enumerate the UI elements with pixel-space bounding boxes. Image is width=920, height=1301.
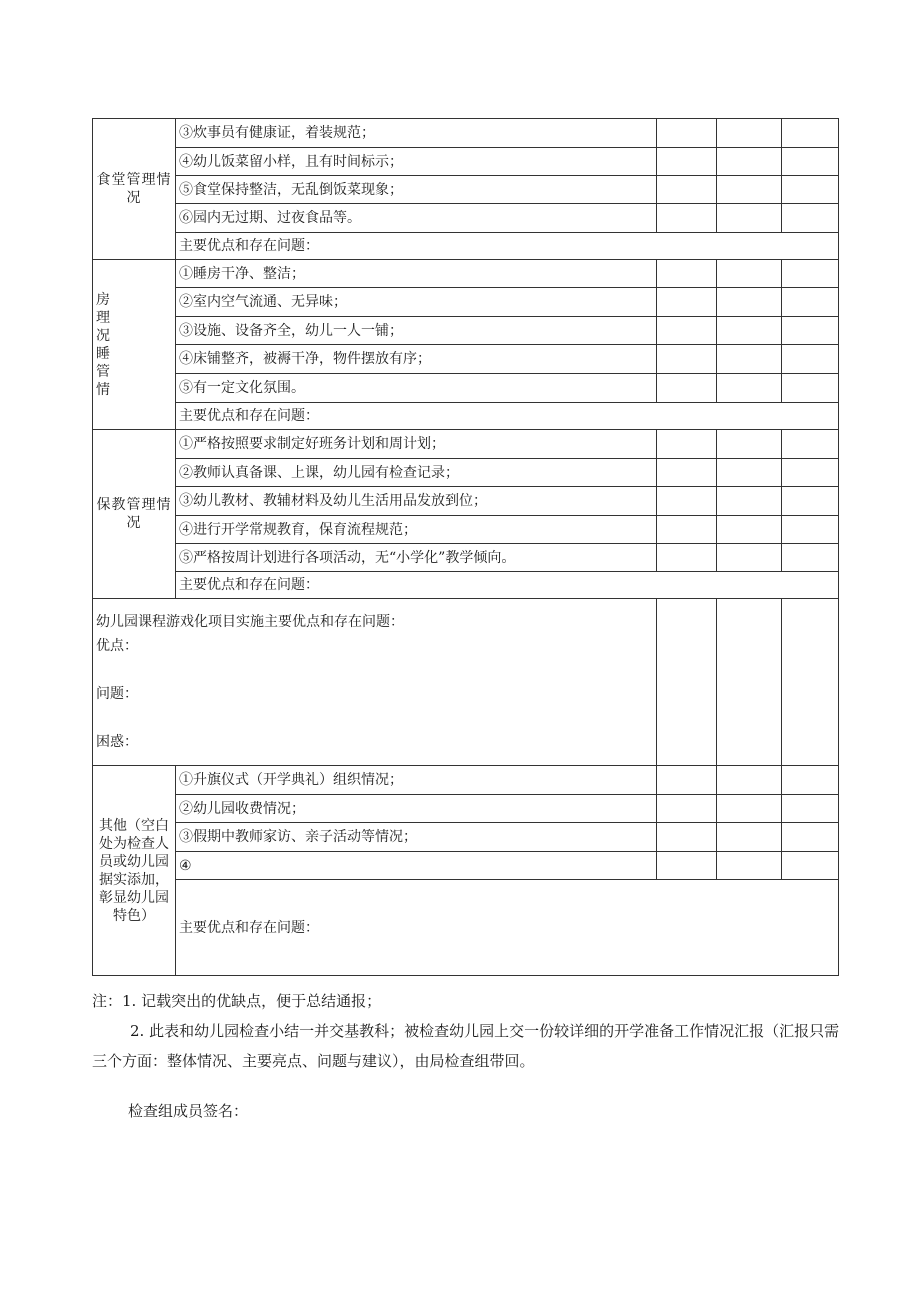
score-cell[interactable] xyxy=(782,823,839,852)
table-row xyxy=(93,403,839,430)
table-row xyxy=(93,317,839,345)
score-cell[interactable] xyxy=(782,176,839,204)
score-cell[interactable] xyxy=(657,599,717,766)
score-cell[interactable] xyxy=(782,795,839,823)
score-cell[interactable] xyxy=(782,430,839,459)
score-cell[interactable] xyxy=(782,148,839,176)
dorm-title-char: 房 xyxy=(96,291,110,308)
score-cell[interactable] xyxy=(717,766,782,795)
spacer xyxy=(96,658,653,682)
score-cell[interactable] xyxy=(717,599,782,766)
note-1: 注：1. 记载突出的优缺点，便于总结通报； xyxy=(92,992,382,1010)
notes-section xyxy=(92,986,852,1076)
education-item-5: ⑤严格按周计划进行各项活动，无“小学化”教学倾向。 xyxy=(176,544,657,572)
note-2-text: 2. 此表和幼儿园检查小结一并交基教科；被检查幼儿园上交一份较详细的开学准备工作情况汇报（汇报只需三个方面：整体情况、主要亮点、问题与建议），由局检查组带回。 xyxy=(92,1022,840,1070)
curriculum-confusion: 困惑： xyxy=(96,734,138,750)
spacer xyxy=(96,706,653,730)
score-cell[interactable] xyxy=(657,148,717,176)
dorm-item-1: ①睡房干净、整洁； xyxy=(176,260,657,288)
score-cell[interactable] xyxy=(657,544,717,572)
table-row xyxy=(93,823,839,852)
score-cell[interactable] xyxy=(717,204,782,233)
other-category: 其他（空白处为检查人员或幼儿园据实添加，彰显幼儿园特色） xyxy=(93,766,176,976)
table-row xyxy=(93,880,839,976)
score-cell[interactable] xyxy=(657,516,717,544)
score-cell[interactable] xyxy=(717,823,782,852)
score-cell[interactable] xyxy=(717,148,782,176)
dorm-title-char: 情 xyxy=(96,381,110,398)
score-cell[interactable] xyxy=(657,487,717,516)
score-cell[interactable] xyxy=(782,119,839,148)
other-item-4[interactable]: ④ xyxy=(176,852,657,880)
table-row xyxy=(93,260,839,288)
table-row xyxy=(93,852,839,880)
table-row xyxy=(93,204,839,233)
table-row xyxy=(93,544,839,572)
canteen-category: 食堂管理情况 xyxy=(93,119,176,260)
score-cell[interactable] xyxy=(782,345,839,374)
score-cell[interactable] xyxy=(717,260,782,288)
table-row xyxy=(93,374,839,403)
score-cell[interactable] xyxy=(717,516,782,544)
score-cell[interactable] xyxy=(782,516,839,544)
score-cell[interactable] xyxy=(657,823,717,852)
table-row xyxy=(93,119,839,148)
score-cell[interactable] xyxy=(782,459,839,487)
score-cell[interactable] xyxy=(657,288,717,317)
score-cell[interactable] xyxy=(657,119,717,148)
dorm-title-char: 理 xyxy=(96,309,110,326)
signature-label: 检查组成员签名： xyxy=(128,1102,249,1120)
other-issues[interactable]: 主要优点和存在问题： xyxy=(176,880,839,976)
score-cell[interactable] xyxy=(657,374,717,403)
score-cell[interactable] xyxy=(657,204,717,233)
score-cell[interactable] xyxy=(717,317,782,345)
score-cell[interactable] xyxy=(717,430,782,459)
table-row xyxy=(93,599,839,766)
dorm-title-char: 况 xyxy=(96,327,110,344)
table-row xyxy=(93,766,839,795)
score-cell[interactable] xyxy=(717,487,782,516)
dorm-title-char: 管 xyxy=(96,363,110,380)
table-row xyxy=(93,516,839,544)
note-2 xyxy=(92,1016,852,1076)
score-cell[interactable] xyxy=(717,795,782,823)
score-cell[interactable] xyxy=(717,119,782,148)
score-cell[interactable] xyxy=(782,544,839,572)
education-issues[interactable]: 主要优点和存在问题： xyxy=(176,572,839,599)
score-cell[interactable] xyxy=(657,459,717,487)
canteen-item-5: ⑤食堂保持整洁，无乱倒饭菜现象； xyxy=(176,176,657,204)
table-row xyxy=(93,487,839,516)
score-cell[interactable] xyxy=(717,459,782,487)
score-cell[interactable] xyxy=(782,317,839,345)
education-item-4: ④进行开学常规教育，保育流程规范； xyxy=(176,516,657,544)
score-cell[interactable] xyxy=(657,345,717,374)
canteen-item-3: ③炊事员有健康证，着装规范； xyxy=(176,119,657,148)
table-row xyxy=(93,288,839,317)
score-cell[interactable] xyxy=(782,204,839,233)
curriculum-title: 幼儿园课程游戏化项目实施主要优点和存在问题： xyxy=(96,614,404,630)
table-row xyxy=(93,345,839,374)
curriculum-section[interactable] xyxy=(93,599,657,766)
score-cell[interactable] xyxy=(657,176,717,204)
score-cell[interactable] xyxy=(782,766,839,795)
table-row xyxy=(93,795,839,823)
curriculum-problems: 问题： xyxy=(96,686,138,702)
table-row xyxy=(93,430,839,459)
score-cell[interactable] xyxy=(657,795,717,823)
table-row xyxy=(93,176,839,204)
inspection-table xyxy=(92,118,839,976)
dorm-item-2: ②室内空气流通、无异味； xyxy=(176,288,657,317)
canteen-issues[interactable]: 主要优点和存在问题： xyxy=(176,233,839,260)
education-item-2: ②教师认真备课、上课，幼儿园有检查记录； xyxy=(176,459,657,487)
dorm-item-3: ③设施、设备齐全，幼儿一人一铺； xyxy=(176,317,657,345)
other-item-1: ①升旗仪式（开学典礼）组织情况； xyxy=(176,766,657,795)
score-cell[interactable] xyxy=(657,317,717,345)
table-row xyxy=(93,233,839,260)
score-cell[interactable] xyxy=(782,487,839,516)
score-cell[interactable] xyxy=(657,430,717,459)
score-cell[interactable] xyxy=(782,599,839,766)
dorm-item-5: ⑤有一定文化氛围。 xyxy=(176,374,657,403)
score-cell[interactable] xyxy=(782,374,839,403)
score-cell[interactable] xyxy=(717,176,782,204)
table-row xyxy=(93,148,839,176)
canteen-item-6: ⑥园内无过期、过夜食品等。 xyxy=(176,204,657,233)
table-row xyxy=(93,459,839,487)
dorm-issues[interactable]: 主要优点和存在问题： xyxy=(176,403,839,430)
score-cell[interactable] xyxy=(782,852,839,880)
score-cell[interactable] xyxy=(657,766,717,795)
other-item-3: ③假期中教师家访、亲子活动等情况； xyxy=(176,823,657,852)
score-cell[interactable] xyxy=(782,288,839,317)
dorm-title-char: 睡 xyxy=(96,345,110,362)
education-item-3: ③幼儿教材、教辅材料及幼儿生活用品发放到位； xyxy=(176,487,657,516)
curriculum-advantages: 优点： xyxy=(96,638,138,654)
education-item-1: ①严格按照要求制定好班务计划和周计划； xyxy=(176,430,657,459)
canteen-item-4: ④幼儿饭菜留小样，且有时间标示； xyxy=(176,148,657,176)
score-cell[interactable] xyxy=(657,852,717,880)
dorm-item-4: ④床铺整齐，被褥干净，物件摆放有序； xyxy=(176,345,657,374)
table-row xyxy=(93,572,839,599)
score-cell[interactable] xyxy=(717,288,782,317)
score-cell[interactable] xyxy=(717,374,782,403)
score-cell[interactable] xyxy=(717,544,782,572)
score-cell[interactable] xyxy=(782,260,839,288)
education-category: 保教管理情况 xyxy=(93,430,176,599)
score-cell[interactable] xyxy=(717,345,782,374)
score-cell[interactable] xyxy=(657,260,717,288)
score-cell[interactable] xyxy=(717,852,782,880)
other-item-2: ②幼儿园收费情况； xyxy=(176,795,657,823)
dorm-category xyxy=(93,260,176,430)
